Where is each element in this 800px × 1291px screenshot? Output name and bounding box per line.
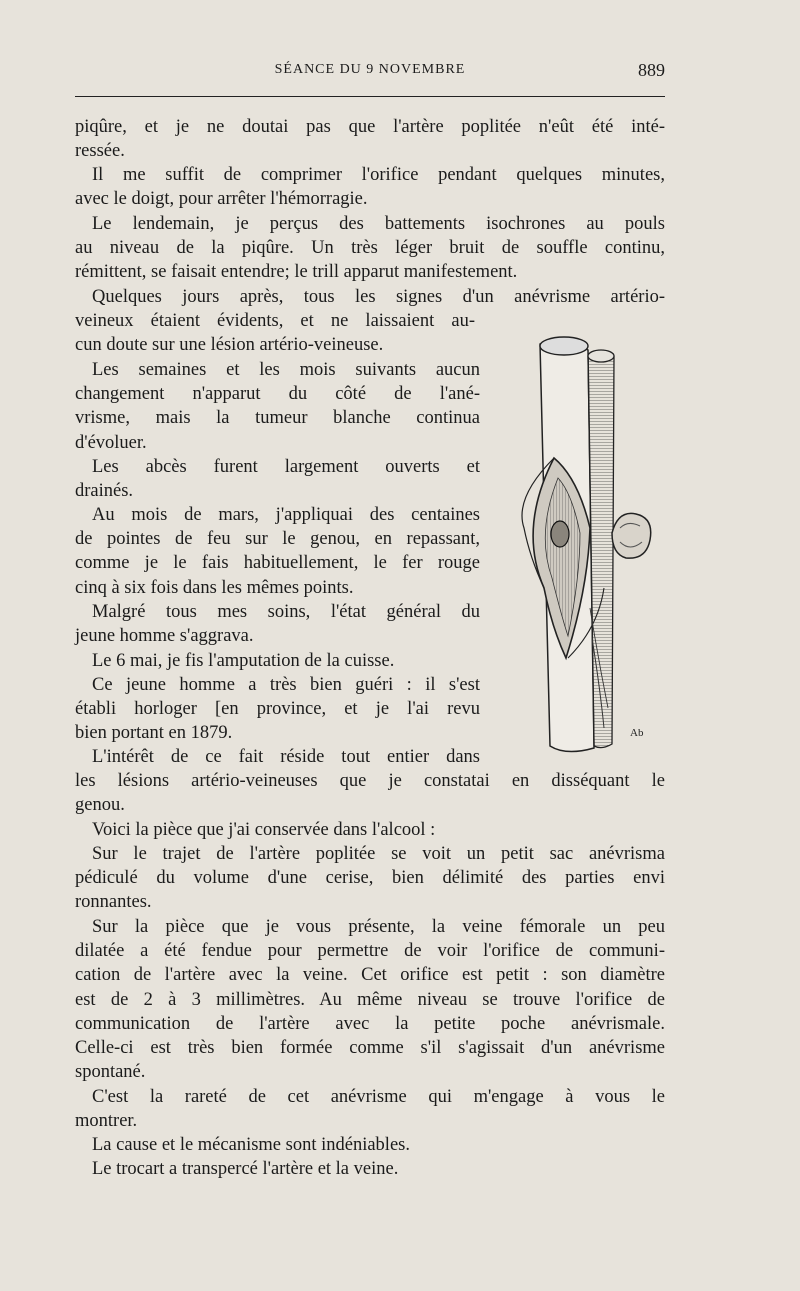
page-number: 889	[638, 60, 665, 80]
text-line: communication de l'artère avec la petite poche anévrismale.	[75, 1013, 665, 1034]
text-line: dilatée a été fendue pour permettre de voir l'orifice de communi-	[75, 941, 665, 962]
text-line: drainés.	[75, 481, 134, 502]
text-line: cinq à six fois dans les mêmes points.	[75, 577, 354, 598]
text-line: les lésions artério-veineuses que je constatai en disséquant le	[75, 771, 665, 792]
vein-opening	[540, 337, 588, 355]
text-line: bien portant en 1879.	[75, 723, 233, 744]
text-line: changement n'apparut du côté de l'ané-	[75, 384, 480, 405]
text-line: vrisme, mais la tumeur blanche continua	[75, 408, 480, 429]
paragraph-8	[75, 600, 480, 648]
text-line: C'est la rareté de cet anévrisme qui m'engage à vous le	[92, 1087, 665, 1107]
paragraph-15	[75, 1085, 665, 1133]
paragraph-3	[75, 212, 665, 285]
text-line: ronnantes.	[75, 892, 152, 913]
text-line: Il me suffit de comprimer l'orifice pendant quelques minutes,	[92, 165, 665, 185]
aneurysm-sac	[612, 513, 651, 558]
text-line: Sur le trajet de l'artère poplitée se voit un petit sac anévrisma	[92, 844, 665, 864]
paragraph-2	[75, 163, 665, 211]
paragraph-17	[75, 1157, 665, 1181]
page-header	[75, 60, 665, 84]
text-line: cation de l'artère avec la veine. Cet orifice est petit : son diamètre	[75, 965, 665, 986]
text-line: ressée.	[75, 141, 125, 162]
engraver-signature: Ab	[630, 727, 644, 739]
text-line: jeune homme s'aggrava.	[75, 626, 254, 647]
text-line: au niveau de la piqûre. Un très léger bruit de souffle continu,	[75, 238, 665, 259]
text-line: Malgré tous mes soins, l'état général du	[92, 602, 480, 622]
text-line: spontané.	[75, 1062, 146, 1083]
text-line: La cause et le mécanisme sont indéniables.	[92, 1135, 410, 1155]
text-line: Le trocart a transpercé l'artère et la veine.	[92, 1159, 399, 1179]
paragraph-10	[75, 673, 480, 746]
text-line: genou.	[75, 795, 125, 816]
paragraph-7	[75, 503, 480, 600]
paragraph-9	[75, 649, 480, 673]
paragraph-14	[75, 915, 665, 1084]
text-line: Le lendemain, je perçus des battements isochrones au pouls	[92, 214, 665, 234]
paragraph-13	[75, 842, 665, 915]
paragraph-6	[75, 455, 480, 503]
text-line: est de 2 à 3 millimètres. Au même niveau se trouve l'orifice de	[75, 989, 665, 1010]
header-rule	[75, 96, 665, 97]
text-line: Les abcès furent largement ouverts et	[92, 457, 480, 477]
text-line: Au mois de mars, j'appliquai des centaines	[92, 505, 480, 525]
text-line: avec le doigt, pour arrêter l'hémorragie.	[75, 189, 368, 210]
text-line: Le 6 mai, je fis l'amputation de la cuisse.	[92, 651, 395, 671]
running-title: SÉANCE DU 9 NOVEMBRE	[274, 62, 466, 77]
text-line: de pointes de feu sur le genou, en repassant,	[75, 529, 480, 550]
communication-orifice	[551, 521, 569, 547]
text-line: comme je le fais habituellement, le fer rouge	[75, 553, 480, 574]
text-line: cun doute sur une lésion artério-veineuse.	[75, 335, 384, 356]
text-line: L'intérêt de ce fait réside tout entier dans	[92, 747, 480, 767]
text-line: montrer.	[75, 1111, 138, 1132]
text-line: d'évoluer.	[75, 432, 147, 453]
paragraph-5	[75, 358, 480, 455]
text-line: rémittent, se faisait entendre; le trill apparut manifestement.	[75, 262, 518, 283]
text-line: Quelques jours après, tous les signes d'un anévrisme artério-	[92, 287, 665, 307]
text-line: Voici la pièce que j'ai conservée dans l'alcool :	[92, 820, 436, 840]
text-line: Les semaines et les mois suivants aucun	[92, 360, 480, 380]
artery-opening	[588, 350, 614, 362]
text-line: établi horloger [en province, et je l'ai revu	[75, 699, 480, 720]
anatomical-figure	[508, 328, 668, 758]
text-line: Ce jeune homme a très bien guéri : il s'est	[92, 675, 480, 695]
text-line: Celle-ci est très bien formée comme s'il s'agissait d'un anévrisme	[75, 1038, 665, 1059]
text-line: veineux étaient évidents, et ne laissaient au-	[75, 311, 475, 332]
paragraph-16	[75, 1133, 665, 1157]
text-line: piqûre, et je ne doutai pas que l'artère poplitée n'eût été inté-	[75, 117, 665, 137]
text-line: pédiculé du volume d'une cerise, bien délimité des parties envi	[75, 868, 665, 889]
text-line: Sur la pièce que je vous présente, la veine fémorale un peu	[92, 917, 665, 937]
paragraph-1	[75, 115, 665, 163]
paragraph-12	[75, 818, 665, 842]
vessel-illustration	[508, 328, 668, 758]
